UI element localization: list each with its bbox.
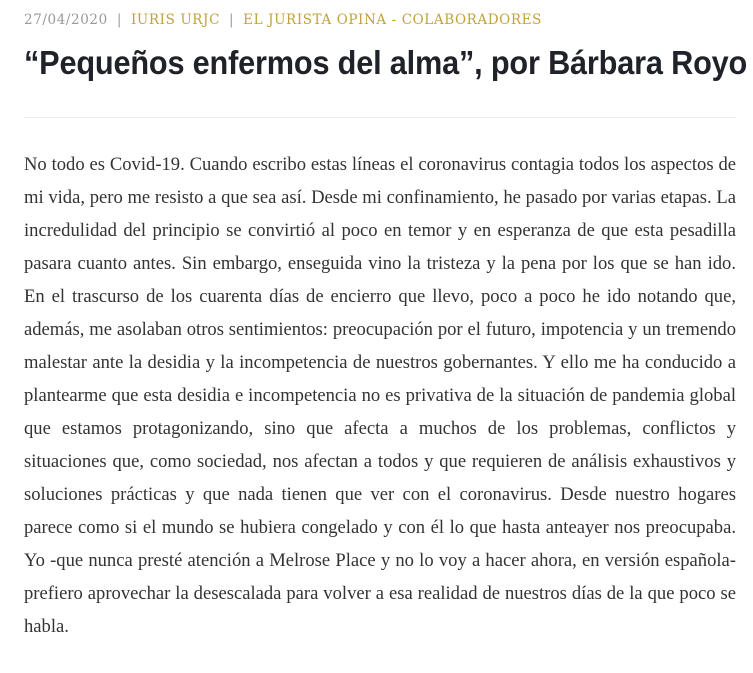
title-divider <box>24 117 736 118</box>
category-link-el-jurista-opina[interactable]: EL JURISTA OPINA - COLABORADORES <box>243 12 542 28</box>
post-date: 27/04/2020 <box>24 12 108 28</box>
article-title: “Pequeños enfermos del alma”, por Bárbara Royo <box>24 44 748 81</box>
meta-separator: | <box>229 12 235 28</box>
post-meta <box>24 12 542 28</box>
article-body: No todo es Covid-19. Cuando escribo estas líneas el coronavirus contagia todos los aspectos de mi vida, pero me resisto a que sea así. Desde mi confinamiento, he pasado por varias etapas. La incredulidad del principio se convirtió al poco en temor y en esperanza de que esta pesadilla pasara cuanto antes. Sin embargo, enseguida vino la tristeza y la pena por los que se han ido. En el trascurso de los cuarenta días de encierro que llevo, poco a poco he ido notando que, además, me asolaban otros sentimientos: preocupación por el futuro, impotencia y un tremendo malestar ante la desidia y la incompetencia de nuestros gobernantes. Y ello me ha conducido a plantearme que esta desidia e incompetencia no es privativa de la situación de pandemia global que estamos protagonizando, sino que afecta a muchos de los problemas, conflictos y situaciones que, como sociedad, nos afectan a todos y que requieren de análisis exhaustivos y soluciones prácticas y que nada tienen que ver con el coronavirus. Desde nuestro hogares parece como si el mundo se hubiera congelado y con él lo que hasta anteayer nos preocupaba. Yo -que nunca presté atención a Melrose Place y no lo voy a hacer ahora, en versión española- prefiero aprovechar la desescalada para volver a esa realidad de nuestros días de la que poco se habla. <box>24 154 736 637</box>
category-link-iuris-urjc[interactable]: IURIS URJC <box>130 12 220 28</box>
meta-separator: | <box>116 12 122 28</box>
